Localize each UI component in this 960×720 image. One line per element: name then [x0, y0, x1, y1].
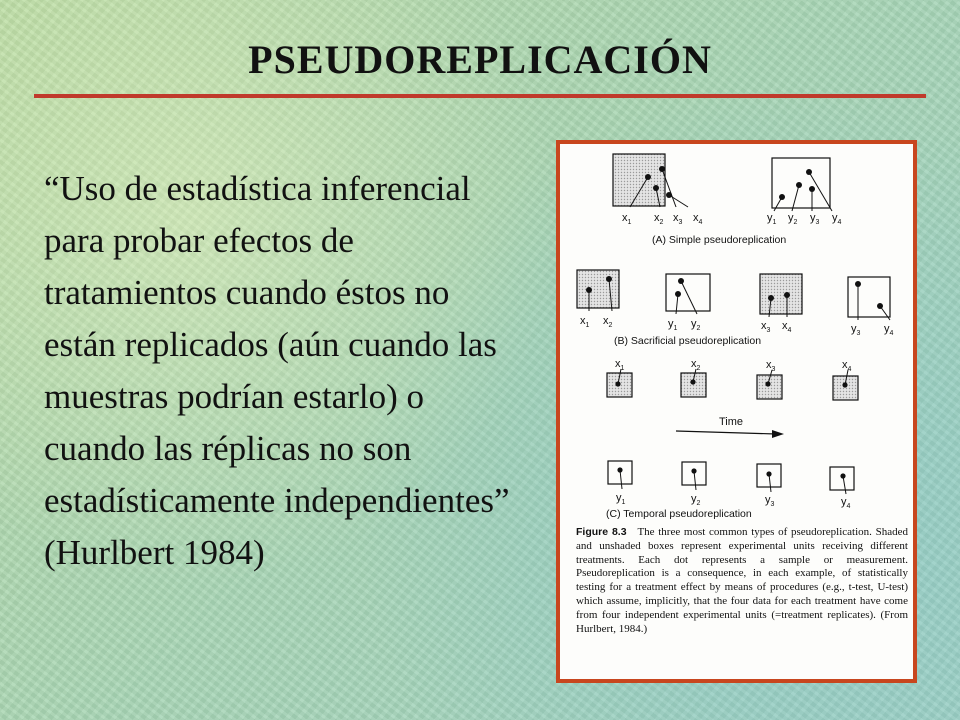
panel-b-y-label: 2 — [696, 325, 701, 332]
svg-text:y3: $y_3$ — [851, 323, 861, 337]
svg-text:y3: $y_3$ — [810, 212, 820, 226]
svg-text:y1: $y_1$ — [668, 318, 678, 332]
panel-c-shaded-box — [681, 373, 706, 397]
panel-a-x-label: 4 — [698, 219, 703, 226]
panel-a-label: (A) Simple pseudoreplication — [652, 234, 787, 246]
svg-text:y3: $y_3$ — [765, 494, 775, 508]
svg-text:x3: $x_3$ — [766, 359, 776, 373]
svg-text:x2: $x_2$ — [691, 358, 701, 372]
panel-b-x-label: 3 — [766, 327, 771, 334]
svg-text:x3: $x_3$ — [761, 320, 771, 334]
leader-line — [774, 197, 782, 211]
panel-c-unshaded-box — [830, 467, 854, 490]
slide-title: PSEUDOREPLICACIÓN — [248, 37, 712, 82]
panel-c-x-label: 4 — [847, 366, 852, 373]
panel-b-y-label: 3 — [856, 330, 861, 337]
leader-line — [669, 195, 688, 207]
panel-b-y-label: 1 — [673, 325, 678, 332]
panel-a-y-label: 1 — [772, 219, 777, 226]
panel-b-y-label: 4 — [889, 330, 894, 337]
panel-a-y-label: 3 — [815, 219, 820, 226]
time-label: Time — [719, 416, 744, 428]
leader-line — [694, 471, 696, 490]
panel-b-shaded-box — [760, 274, 802, 314]
leader-line — [620, 470, 622, 489]
svg-text:y4: $y_4$ — [884, 323, 894, 337]
panel-c-label: (C) Temporal pseudoreplication — [606, 508, 752, 520]
leader-line — [792, 185, 799, 211]
leader-line — [681, 281, 697, 314]
svg-text:x4: $x_4$ — [782, 320, 792, 334]
svg-text:y2: $y_2$ — [691, 318, 701, 332]
panel-b-x-label: 2 — [608, 322, 613, 329]
panel-b-unshaded-box — [666, 274, 710, 311]
panel-c-shaded-box — [833, 376, 858, 400]
svg-text:y2: $y_2$ — [691, 493, 701, 507]
svg-text:x4: $x_4$ — [693, 212, 703, 226]
panel-b-x-label: 4 — [787, 327, 792, 334]
title-underline — [34, 94, 926, 98]
panel-c-y-label: 4 — [846, 503, 851, 510]
svg-text:x4: $x_4$ — [842, 359, 852, 373]
leader-line — [769, 474, 771, 492]
panel-a-x-label: 3 — [678, 219, 683, 226]
panel-a-x-label: 1 — [627, 219, 632, 226]
svg-text:y2: $y_2$ — [788, 212, 798, 226]
panel-a-y-label: 4 — [837, 219, 842, 226]
caption-text: The three most common types of pseudoreplication. Shaded and unshaded boxes represent experimental units receiving different treatments. Each dot represents a sample or measurement. Pseudoreplication is a consequence, in each example, of statistically testing for a treatment effect by means of procedures (e.g., t-test, U-test) which assume, implicitly, that the four data for each treatment have come from four independent experimental units (=treatment replicates). (From Hurlbert, 1984.) — [576, 526, 908, 635]
panel-b-x-label: 1 — [585, 322, 590, 329]
quote-text: “Uso de estadística inferencial para probar efectos de tratamientos cuando éstos no están replicados (aún cuando las muestras podrían estarlo) o cuando las réplicas no son estadísticamente independientes” (Hurlbert 1984) — [44, 169, 510, 572]
caption-figure-number: Figure 8.3 — [576, 526, 627, 538]
svg-text:y1: $y_1$ — [767, 212, 777, 226]
figure-box — [556, 140, 917, 683]
svg-text:y4: $y_4$ — [841, 496, 851, 510]
panel-c-y-label: 1 — [621, 499, 626, 506]
figure-caption — [576, 526, 908, 636]
svg-text:y1: $y_1$ — [616, 492, 626, 506]
panel-a-y-label: 2 — [793, 219, 798, 226]
panel-b-shaded-box — [577, 270, 619, 308]
panel-a-x-label: 2 — [659, 219, 664, 226]
leader-line — [843, 476, 846, 494]
panel-b-label: (B) Sacrificial pseudoreplication — [614, 335, 762, 347]
svg-text:x1: $x_1$ — [580, 315, 590, 329]
svg-text:x3: $x_3$ — [673, 212, 683, 226]
panel-c-x-label: 2 — [696, 365, 701, 372]
time-arrow-head — [772, 430, 784, 438]
svg-text:y4: $y_4$ — [832, 212, 842, 226]
svg-text:x2: $x_2$ — [654, 212, 664, 226]
time-arrow — [676, 431, 776, 434]
panel-c-x-label: 1 — [620, 365, 625, 372]
svg-text:x1: $x_1$ — [622, 212, 632, 226]
panel-c-y-label: 2 — [696, 500, 701, 507]
panel-a-shaded-box — [613, 154, 665, 206]
panel-c-x-label: 3 — [771, 366, 776, 373]
panel-c-y-label: 3 — [770, 501, 775, 508]
leader-line — [880, 306, 890, 320]
svg-text:x2: $x_2$ — [603, 315, 613, 329]
svg-text:x1: $x_1$ — [615, 358, 625, 372]
